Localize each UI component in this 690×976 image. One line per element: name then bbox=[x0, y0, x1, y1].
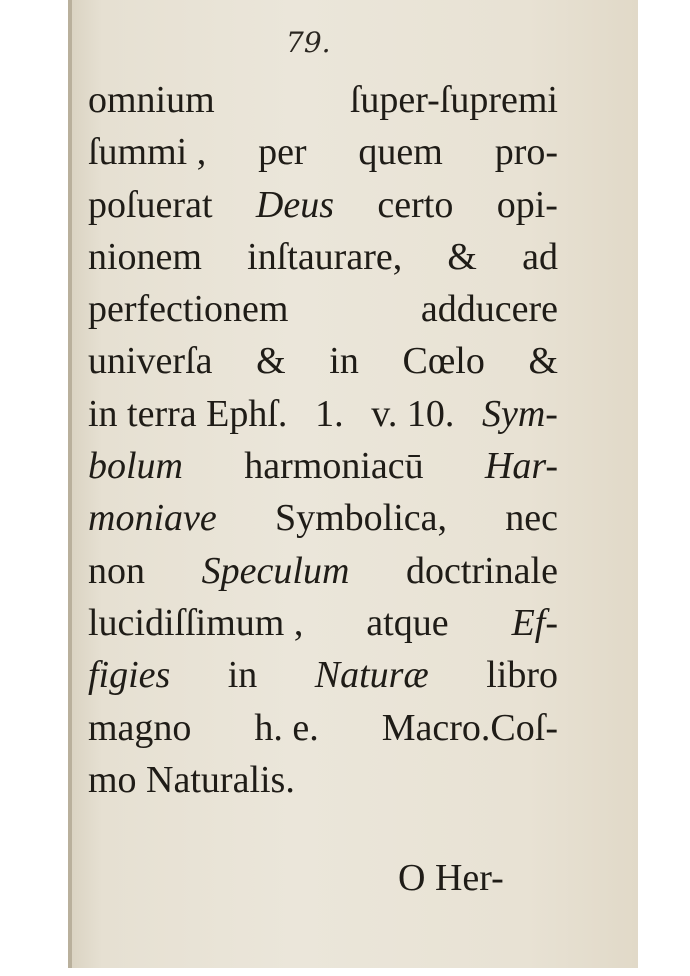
italic-word: Har- bbox=[484, 445, 558, 488]
word: poſuerat bbox=[88, 183, 213, 226]
word: harmoniacū bbox=[244, 445, 424, 488]
word: & bbox=[528, 340, 558, 383]
word: nionem bbox=[88, 235, 202, 278]
text-line bbox=[88, 74, 558, 126]
word: magno bbox=[88, 706, 192, 749]
word: Symbolica, bbox=[274, 497, 448, 540]
word: in bbox=[227, 654, 258, 697]
text-line bbox=[88, 597, 558, 649]
text-line bbox=[88, 440, 558, 492]
word: inſtaurare, bbox=[247, 235, 403, 278]
word: omnium bbox=[88, 79, 215, 121]
word: per bbox=[258, 131, 307, 174]
text-line bbox=[88, 231, 558, 283]
text-line bbox=[88, 649, 558, 701]
word: pro- bbox=[494, 131, 558, 174]
italic-word: bolum bbox=[88, 445, 183, 488]
italic-word: Naturæ bbox=[314, 654, 429, 697]
word: nec bbox=[505, 497, 558, 540]
word: atque bbox=[366, 601, 449, 644]
text-line bbox=[88, 545, 558, 597]
italic-word: Deus bbox=[255, 183, 335, 226]
word: ſummi , bbox=[88, 131, 207, 174]
word: h. e. bbox=[254, 706, 319, 749]
word: mo Naturalis. bbox=[88, 758, 295, 801]
text-line bbox=[88, 702, 558, 754]
italic-word: moniave bbox=[88, 497, 217, 540]
text-line bbox=[88, 126, 558, 178]
text-line bbox=[88, 388, 558, 440]
word: lucidiſſimum , bbox=[88, 601, 304, 644]
word: libro bbox=[486, 654, 558, 697]
word: 1. bbox=[315, 392, 344, 435]
book-page bbox=[68, 0, 638, 968]
word: ſuper-ſupremi bbox=[349, 79, 558, 121]
word: opi- bbox=[496, 183, 558, 226]
page-edge bbox=[68, 0, 72, 968]
italic-word: Ef- bbox=[511, 601, 558, 644]
catchword: O Her- bbox=[398, 857, 504, 899]
word: Macro.Coſ- bbox=[381, 706, 558, 749]
word: adducere bbox=[420, 288, 558, 331]
word: quem bbox=[358, 131, 443, 174]
word: in terra Ephſ. bbox=[88, 392, 288, 435]
body-text bbox=[88, 74, 558, 806]
italic-word: figies bbox=[88, 654, 171, 697]
word: doctrinale bbox=[406, 549, 558, 592]
italic-word: Sym- bbox=[482, 392, 558, 435]
word: in bbox=[329, 340, 359, 383]
text-line bbox=[88, 179, 558, 231]
word: univerſa bbox=[88, 340, 213, 383]
text-line bbox=[88, 754, 558, 806]
word: & bbox=[447, 235, 477, 278]
italic-word: Speculum bbox=[201, 549, 350, 592]
word: v. 10. bbox=[371, 392, 455, 435]
text-line bbox=[88, 492, 558, 544]
word: certo bbox=[377, 183, 454, 226]
word: & bbox=[256, 340, 286, 383]
page-number: 79. bbox=[286, 26, 331, 59]
word: perfectionem bbox=[88, 288, 289, 331]
word: Cœlo bbox=[402, 340, 485, 383]
word: non bbox=[88, 549, 145, 592]
text-line bbox=[88, 283, 558, 335]
text-line bbox=[88, 335, 558, 387]
word: ad bbox=[522, 235, 558, 278]
